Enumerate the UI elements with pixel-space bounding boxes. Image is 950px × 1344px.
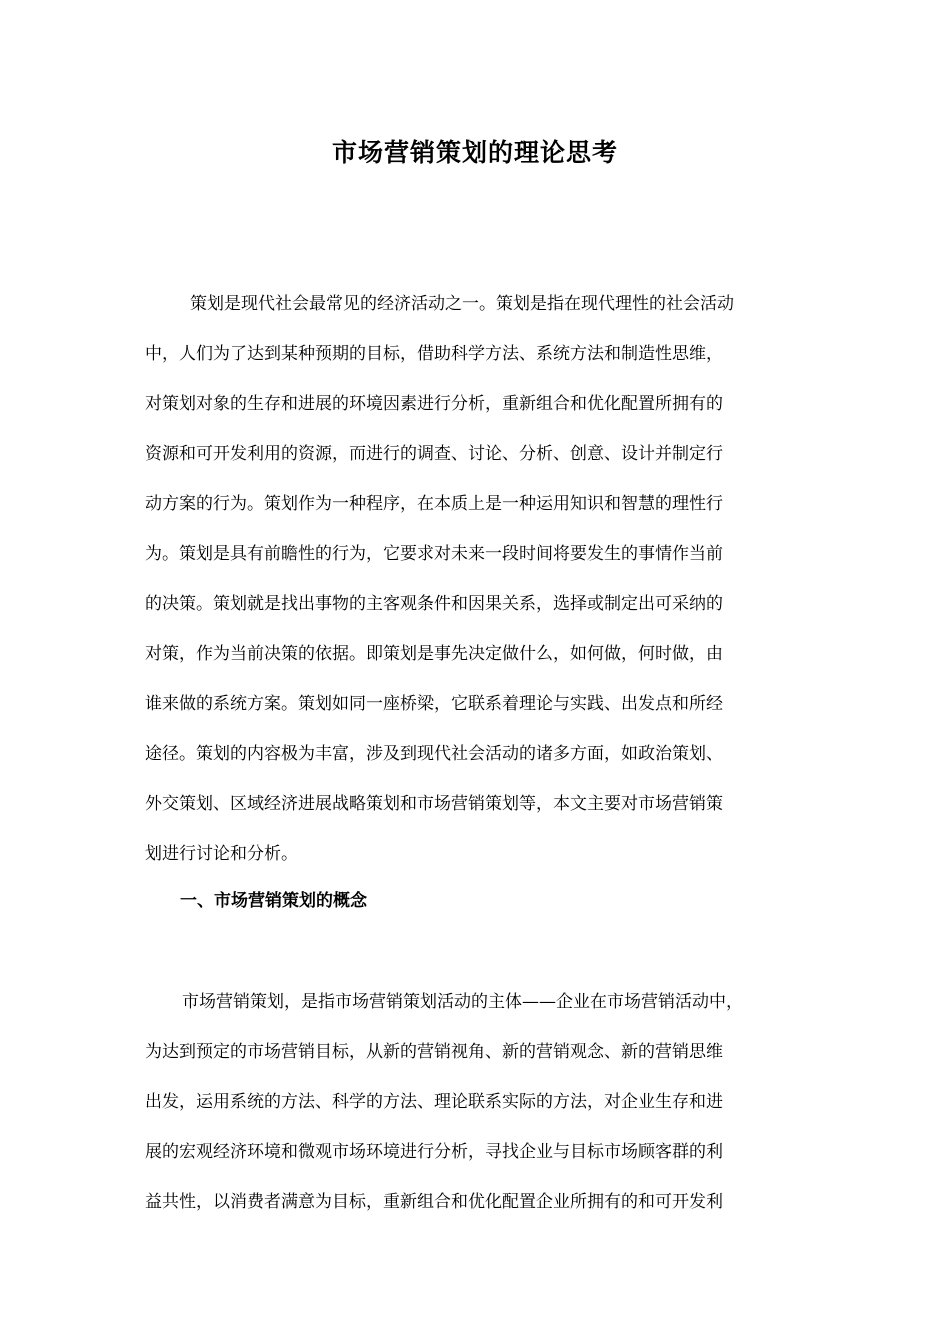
- paragraph-line: 划进行讨论和分析。: [145, 844, 298, 864]
- paragraph-line: 出发，运用系统的方法、科学的方法、理论联系实际的方法，对企业生存和进: [145, 1092, 723, 1112]
- paragraph-line: 策划是现代社会最常见的经济活动之一。策划是指在现代理性的社会活动: [190, 294, 734, 314]
- paragraph-line: 市场营销策划，是指市场营销策划活动的主体——企业在市场营销活动中，: [182, 992, 743, 1012]
- paragraph-line: 外交策划、区域经济进展战略策划和市场营销策划等，本文主要对市场营销策: [145, 794, 723, 814]
- paragraph-line: 谁来做的系统方案。策划如同一座桥梁，它联系着理论与实践、出发点和所经: [145, 694, 723, 714]
- paragraph-line: 为达到预定的市场营销目标，从新的营销视角、新的营销观念、新的营销思维: [145, 1042, 723, 1062]
- paragraph-2: [145, 977, 835, 1227]
- document-title: 市场营销策划的理论思考: [331, 138, 618, 167]
- paragraph-line: 展的宏观经济环境和微观市场环境进行分析，寻找企业与目标市场顾客群的利: [145, 1142, 723, 1162]
- paragraph-line: 动方案的行为。策划作为一种程序，在本质上是一种运用知识和智慧的理性行: [145, 494, 723, 514]
- paragraph-line: 途径。策划的内容极为丰富，涉及到现代社会活动的诸多方面，如政治策划、: [145, 744, 723, 764]
- paragraph-line: 益共性，以消费者满意为目标，重新组合和优化配置企业所拥有的和可开发利: [145, 1192, 723, 1212]
- paragraph-line: 的决策。策划就是找出事物的主客观条件和因果关系，选择或制定出可采纳的: [145, 594, 723, 614]
- paragraph-line: 中，人们为了达到某种预期的目标，借助科学方法、系统方法和制造性思维，: [145, 344, 723, 364]
- paragraph-line: 对策划对象的生存和进展的环境因素进行分析，重新组合和优化配置所拥有的: [145, 394, 723, 414]
- paragraph-line: 资源和可开发利用的资源，而进行的调查、讨论、分析、创意、设计并制定行: [145, 444, 723, 464]
- paragraph-1: [145, 279, 835, 879]
- paragraph-line: 对策，作为当前决策的依据。即策划是事先决定做什么，如何做，何时做，由: [145, 644, 723, 664]
- section-heading-1: 一、市场营销策划的概念: [180, 891, 367, 911]
- paragraph-line: 为。策划是具有前瞻性的行为，它要求对未来一段时间将要发生的事情作当前: [145, 544, 723, 564]
